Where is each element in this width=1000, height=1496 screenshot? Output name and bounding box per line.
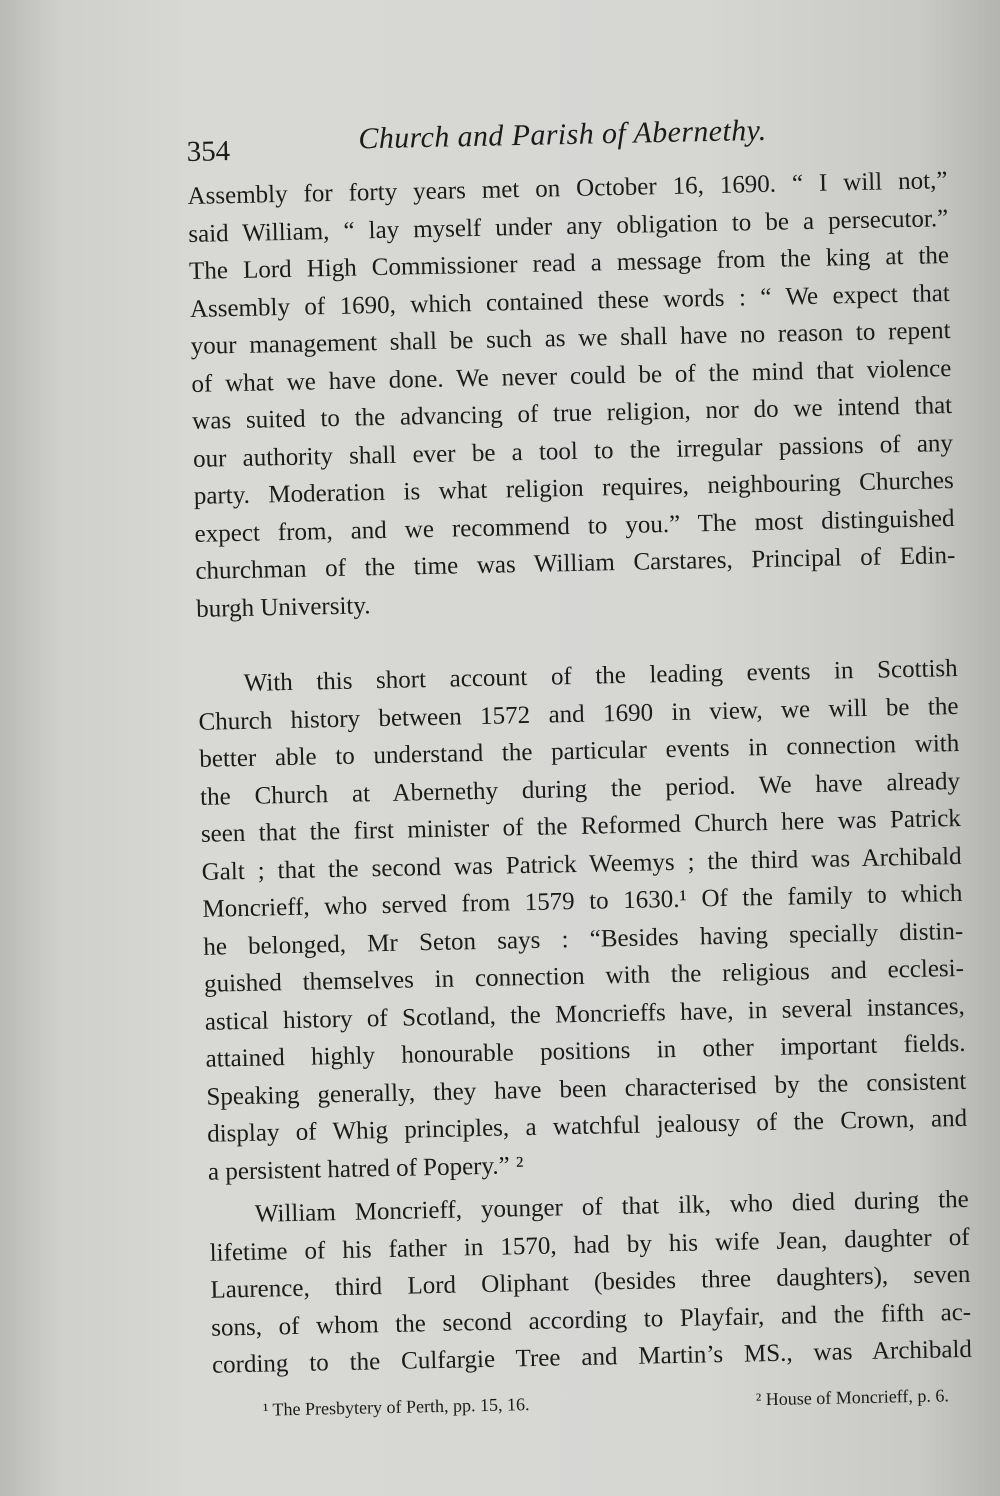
text-line: the Church at Abernethy during the period. We have already [199, 767, 961, 811]
text-line: party. Moderation is what religion requires, neighbouring Churches [193, 467, 954, 510]
footnote: ¹ The Presbytery of Perth, pp. 15, 16. [262, 1393, 530, 1420]
text-line: Moncrieff, who served from 1579 to 1630.¹ Of the family to which [202, 879, 963, 923]
text-line: Laurence, third Lord Oliphant (besides three daughters), seven [210, 1260, 971, 1304]
text-line: a persistent hatred of Popery.” ² [207, 1151, 524, 1186]
text-line: guished themselves in connection with the religious and ecclesi- [203, 954, 965, 998]
running-title: Church and Parish of Abernethy. [358, 113, 767, 156]
text-line: our authority shall ever be a tool to the irregular passions of any [192, 429, 954, 473]
text-line: With this short account of the leading events in Scottish [243, 654, 958, 697]
page-number: 354 [186, 135, 231, 168]
text-line: better able to understand the particular events in connection with [199, 729, 960, 773]
text-line: churchman of the time was William Carstares, Principal of Edin- [195, 541, 956, 585]
footnote: ² House of Moncrieff, p. 6. [755, 1384, 950, 1409]
paragraph-1 [187, 162, 956, 628]
paragraph-3 [209, 1181, 973, 1384]
text-line: said William, “ lay myself under any obligation to be a persecutor.” [188, 204, 949, 248]
text-line: your management shall be such as we shall have no reason to repent [190, 317, 951, 360]
text-line: Assembly for forty years met on October 16, 1690. “ I will not,” [187, 167, 948, 210]
text-line: Assembly of 1690, which contained these words : “ We expect that [189, 279, 951, 323]
text-line: expect from, and we recommend to you.” The most distinguished [194, 504, 955, 548]
paragraph-2 [197, 650, 968, 1191]
text-block [186, 106, 973, 1426]
footnotes [213, 1376, 974, 1426]
text-line: burgh University. [195, 591, 371, 623]
text-line: of what we have done. We never could be of the mind that violence [191, 354, 952, 398]
text-line: seen that the first minister of the Reformed Church here was Patrick [200, 804, 962, 848]
text-line: cording to the Culfargie Tree and Martin’s MS., was Archibald [211, 1335, 973, 1379]
text-line: Church history between 1572 and 1690 in view, we will be the [198, 692, 959, 736]
text-line: Speaking generally, they have been characterised by the consistent [206, 1067, 967, 1111]
text-line: was suited to the advancing of true religion, nor do we intend that [191, 392, 953, 435]
text-line: Galt ; that the second was Patrick Weemys ; the third was Archibald [201, 842, 962, 886]
text-line: display of Whig principles, a watchful jealousy of the Crown, and [206, 1104, 968, 1148]
text-line: attained highly honourable positions in other important fields. [205, 1029, 966, 1073]
text-line: The Lord High Commissioner read a message from the king at the [188, 242, 950, 285]
text-line: William Moncrieff, younger of that ilk, who died during the [254, 1185, 970, 1228]
text-line: lifetime of his father in 1570, had by his wife Jean, daughter of [209, 1223, 970, 1267]
text-line: he belonged, Mr Seton says : “Besides having specially distin- [202, 917, 964, 961]
text-line: astical history of Scotland, the Moncrieffs have, in several instances, [204, 992, 965, 1036]
text-line: sons, of whom the second according to Playfair, and the fifth ac- [210, 1298, 972, 1342]
